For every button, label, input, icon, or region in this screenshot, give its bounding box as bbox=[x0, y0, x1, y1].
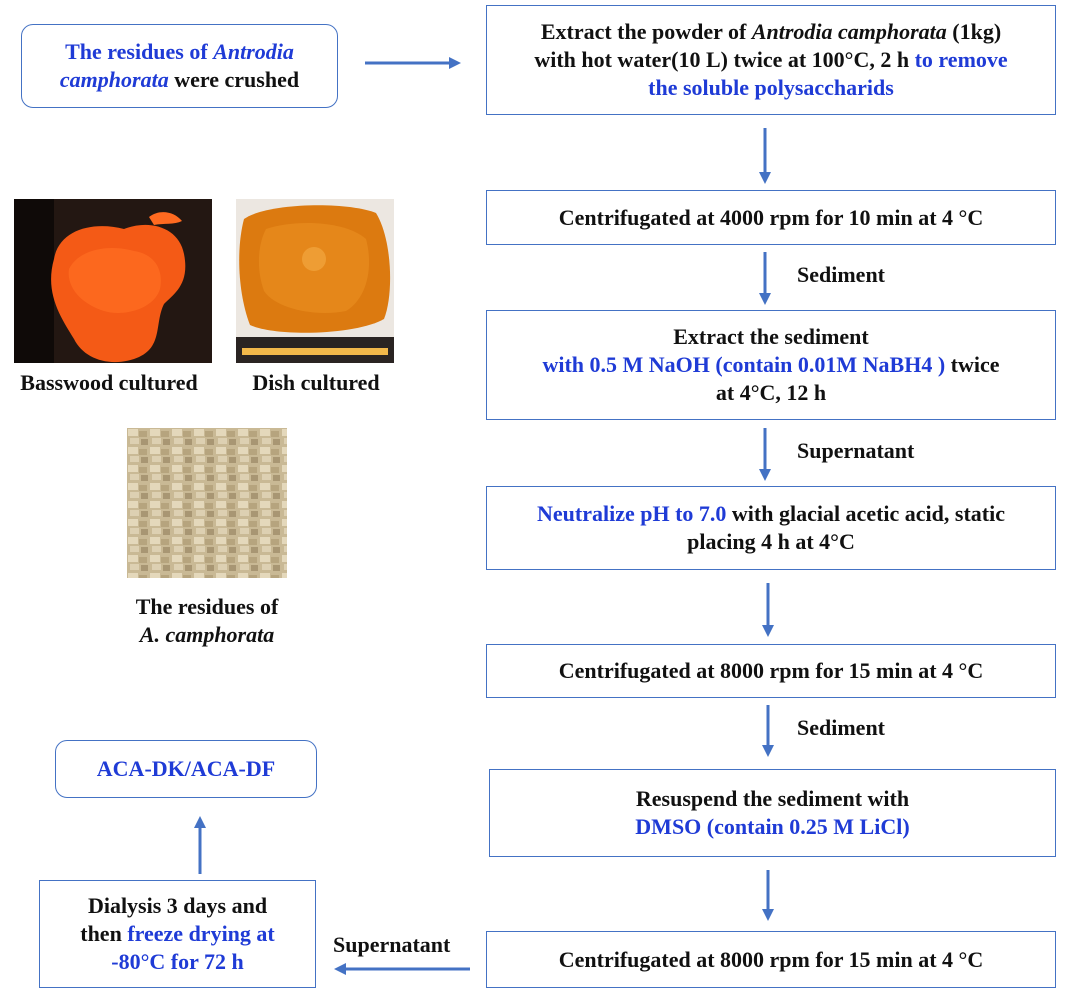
label-supernatant-1: Supernatant bbox=[797, 438, 915, 463]
caption-residues-line2: A. camphorata bbox=[139, 622, 275, 647]
label-sediment-1: Sediment bbox=[797, 262, 885, 287]
step-centrifuge-8000-a: Centrifugated at 8000 rpm for 15 min at 4 °C bbox=[486, 644, 1056, 698]
step-resuspend-dmso: Resuspend the sediment with DMSO (contain 0.25 M LiCl) bbox=[489, 769, 1056, 857]
dish-cultured-photo bbox=[236, 199, 394, 363]
label-sediment-2: Sediment bbox=[797, 715, 885, 740]
step-extract-naoh: Extract the sediment with 0.5 M NaOH (contain 0.01M NaBH4 ) twice at 4°C, 12 h bbox=[486, 310, 1056, 420]
residues-photo bbox=[127, 428, 287, 578]
step-dialysis-freeze-dry: Dialysis 3 days and then freeze drying at -80°C for 72 h bbox=[39, 880, 316, 988]
basswood-cultured-photo bbox=[14, 199, 212, 363]
step-centrifuge-8000-b: Centrifugated at 8000 rpm for 15 min at 4 °C bbox=[486, 931, 1056, 988]
caption-residues bbox=[100, 593, 314, 649]
label-supernatant-2: Supernatant bbox=[333, 932, 451, 957]
final-product-box: ACA-DK/ACA-DF bbox=[55, 740, 317, 798]
caption-dish: Dish cultured bbox=[252, 370, 380, 395]
caption-basswood: Basswood cultured bbox=[20, 370, 198, 395]
step-centrifuge-4000: Centrifugated at 4000 rpm for 10 min at 4 °C bbox=[486, 190, 1056, 245]
step-extract-hot-water: Extract the powder of Antrodia camphorata (1kg) with hot water(10 L) twice at 100°C, 2 h to remove the soluble polysaccharids bbox=[486, 5, 1056, 115]
start-box: The residues of Antrodia camphorata were crushed bbox=[21, 24, 338, 108]
caption-residues-line1: The residues of bbox=[135, 594, 279, 619]
step-neutralize: Neutralize pH to 7.0 with glacial acetic acid, static placing 4 h at 4°C bbox=[486, 486, 1056, 570]
